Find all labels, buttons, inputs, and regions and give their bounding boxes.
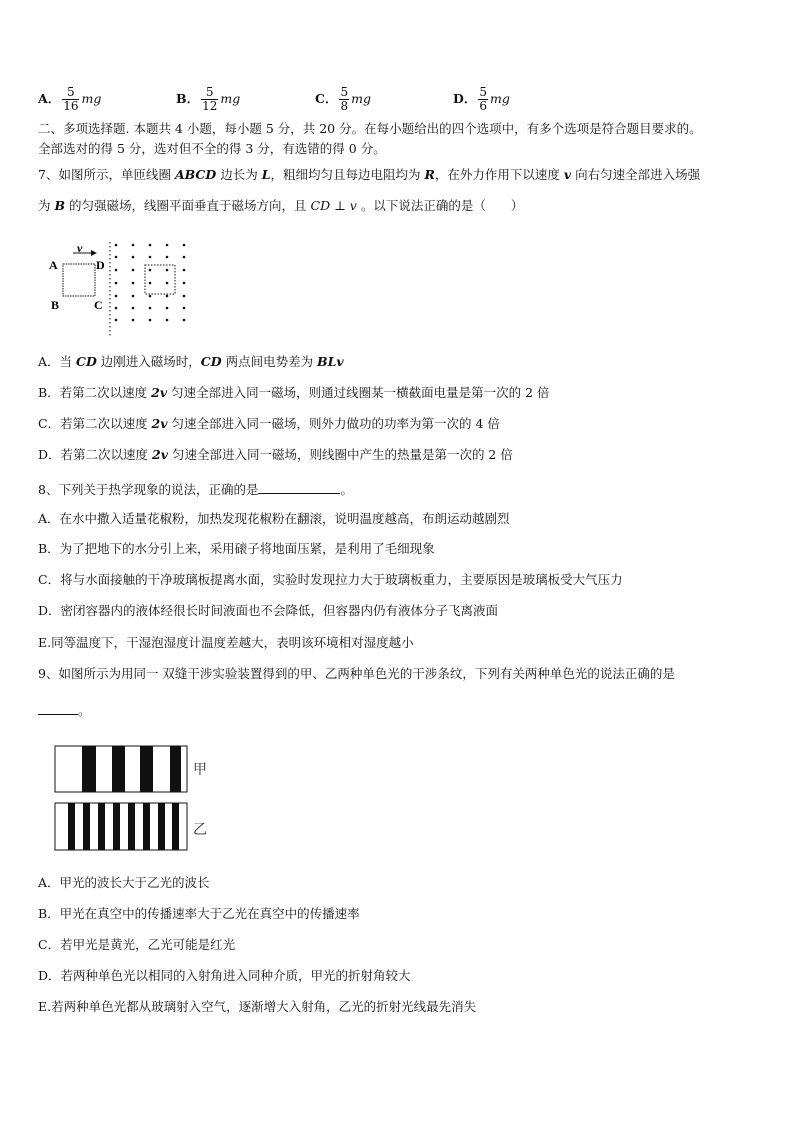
q7-option-c[interactable]: C．若第二次以速度 2v 匀速全部进入同一磁场，则外力做功的功率为第一次的 4 倍	[38, 416, 500, 431]
fraction: $\frac{5}{6}$	[479, 85, 487, 113]
fraction: $\frac{5}{16}$	[63, 85, 79, 113]
label-jia: 甲	[193, 762, 207, 778]
fraction: $\frac{5}{12}$	[202, 85, 218, 113]
field-dots	[115, 244, 186, 322]
coil-square	[63, 264, 95, 296]
q7-option-a[interactable]: A．当 CD 边刚进入磁场时，CD 两点间电势差为 BLv	[38, 354, 344, 369]
q7-stem-line2: 为 B 的匀强磁场，线圈平面垂直于磁场方向，且 CD ⊥ v 。以下说法正确的是（ ）	[38, 198, 524, 213]
answer-blank[interactable]	[38, 701, 78, 715]
label-yi: 乙	[193, 822, 207, 838]
label-b: B	[51, 298, 60, 312]
q9-option-a[interactable]: A．甲光的波长大于乙光的波长	[38, 875, 210, 890]
label-d: D	[96, 258, 105, 272]
arrow-head	[91, 250, 97, 256]
q9-stem: 9、如图所示为用同一 双缝干涉实验装置得到的甲、乙两种单色光的干涉条纹，下列有关两种单色光的说法正确的是	[38, 666, 675, 681]
q9-option-e[interactable]: E.若两种单色光都从玻璃射入空气，逐渐增大入射角，乙光的折射光线最先消失	[38, 999, 477, 1014]
section-header-line1: 二、多项选择题. 本题共 4 小题，每小题 5 分，共 20 分。在每小题给出的四个选项中，有多个选项是符合题目要求的。	[38, 121, 702, 136]
q6-option-a[interactable]: A． $\frac{5}{16}$ mg	[38, 85, 102, 113]
q9-option-c[interactable]: C．若甲光是黄光，乙光可能是红光	[38, 937, 236, 952]
q7-option-b[interactable]: B．若第二次以速度 2v 匀速全部进入同一磁场，则通过线圈某一横截面电量是第一次的 2 倍	[38, 385, 550, 400]
q9-option-b[interactable]: B．甲光在真空中的传播速率大于乙光在真空中的传播速率	[38, 906, 360, 921]
label-v: v	[77, 241, 83, 255]
q8-stem: 8、下列关于热学现象的说法，正确的是 。	[38, 482, 353, 497]
section-header-line2: 全部选对的得 5 分，选对但不全的得 3 分，有选错的得 0 分。	[38, 141, 386, 156]
q9-option-d[interactable]: D．若两种单色光以相同的入射角进入同种介质，甲光的折射角较大	[38, 968, 411, 983]
q8-option-a[interactable]: A．在水中撒入适量花椒粉，加热发现花椒粉在翻滚，说明温度越高，布朗运动越剧烈	[38, 511, 510, 526]
q6-option-d[interactable]: D． $\frac{5}{6}$ mg	[453, 85, 510, 113]
q9-stem-end: 。	[38, 701, 91, 719]
label-c: C	[94, 298, 103, 312]
q7-stem-line1: 7、如图所示，单匝线圈 ABCD 边长为 L，粗细均匀且每边电阻均为 R，在外力作用下以速度 v 向右匀速全部进入场强	[38, 167, 701, 182]
q8-option-d[interactable]: D．密闭容器内的液体经很长时间液面也不会降低，但容器内仍有液体分子飞离液面	[38, 603, 499, 618]
q7-magnetic-field-figure	[44, 228, 214, 338]
answer-blank[interactable]	[258, 480, 340, 494]
q9-interference-fringes-figure	[54, 744, 224, 854]
fraction: $\frac{5}{8}$	[340, 85, 349, 113]
q8-option-e[interactable]: E.同等温度下，干湿泡湿度计温度差越大，表明该环境相对湿度越小	[38, 635, 414, 650]
q8-option-b[interactable]: B．为了把地下的水分引上来，采用磙子将地面压紧，是利用了毛细现象	[38, 541, 435, 556]
q7-option-d[interactable]: D．若第二次以速度 2v 匀速全部进入同一磁场，则线圈中产生的热量是第一次的 2 倍	[38, 447, 513, 462]
q6-option-c[interactable]: C． $\frac{5}{8}$ mg	[315, 85, 371, 113]
q8-option-c[interactable]: C．将与水面接触的干净玻璃板提离水面，实验时发现拉力大于玻璃板重力，主要原因是玻璃板受大气压力	[38, 572, 623, 587]
q6-option-b[interactable]: B． $\frac{5}{12}$ mg	[176, 85, 241, 113]
label-a: A	[49, 258, 58, 272]
